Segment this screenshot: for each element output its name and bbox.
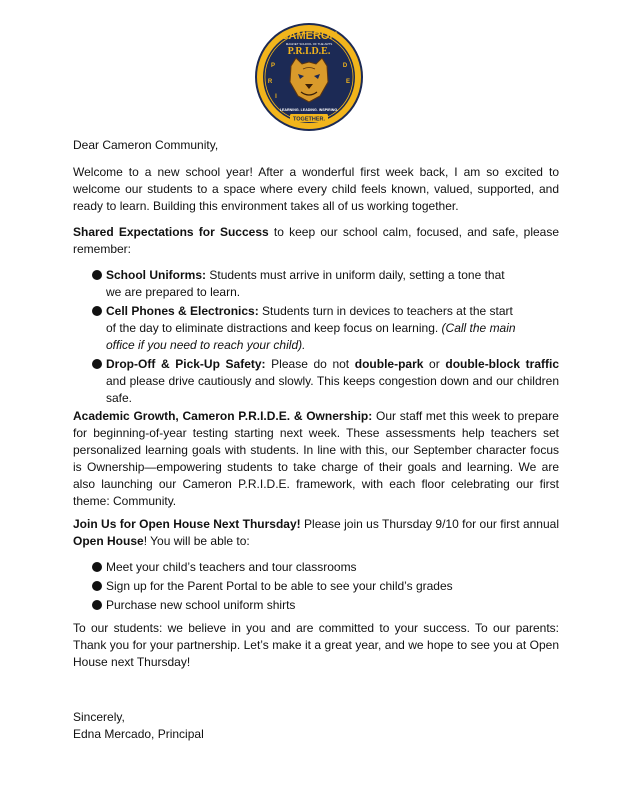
phones-text: Students turn in devices to teachers at the start of the day to eliminate distractions and keep focus on learning.: [106, 304, 513, 335]
academic-text: Our staff met this week to prepare for beginning-of-year testing starting next week. These assessments help teachers set personalized learning goals with students. In line with this, our September character focus is Ownership—empowering students to take charge of their goals and learning. We are also launching our Cameron P.R.I.D.E. framework, with each floor celebrating our first theme: Community.: [73, 409, 559, 508]
dropoff-label: Drop-Off & Pick-Up Safety:: [106, 357, 266, 371]
list-item: Purchase new school uniform shirts: [92, 597, 559, 614]
expectations-text: to keep our school calm, focused, and safe, please remember:: [73, 225, 560, 256]
list-item: [92, 267, 559, 301]
uniforms-label: School Uniforms:: [106, 268, 207, 282]
badge-letter-i: I: [275, 94, 277, 100]
dropoff-text-3: and please drive cautiously and slowly. This keeps congestion down and our children safe.: [106, 374, 559, 405]
closing-paragraph: To our students: we believe in you and are committed to your success. To our parents: Thank you for your partnership. Let’s make it a great year, and we hope to see you at Open House next Thursday!: [73, 621, 559, 669]
cameron-pride-logo: [254, 22, 364, 132]
uniforms-text: Students must arrive in uniform daily, setting a tone that we are prepared to learn.: [106, 268, 505, 299]
expectations-heading: Shared Expectations for Success: [73, 225, 269, 239]
dropoff-text-1: Please do not: [265, 357, 355, 371]
signoff: Sincerely,: [73, 710, 125, 724]
dropoff-bold-2: double-block traffic: [445, 357, 559, 371]
badge-letter-r: R: [267, 79, 273, 85]
greeting: Dear Cameron Community,: [73, 138, 219, 152]
badge-letter-p: P: [270, 63, 276, 69]
logo-subtitle: MAGNET SCHOOL OF THE ARTS: [285, 42, 333, 46]
signature: Edna Mercado, Principal: [73, 727, 204, 741]
phones-note: (Call the main office if you need to reach your child).: [106, 321, 516, 352]
openhouse-text-2: ! You will be able to:: [143, 534, 250, 548]
dropoff-text-2: or: [423, 357, 446, 371]
logo-tagline: LEARNING. LEADING. INSPIRING.: [279, 108, 339, 112]
expectations-list: [92, 267, 559, 409]
openhouse-list: [92, 559, 559, 616]
academic-paragraph: [73, 408, 559, 510]
intro-paragraph: Welcome to a new school year! After a wonderful first week back, I am so excited to welcome our students to a space where every child feels known, valued, supported, and ready to learn. Building this environment takes all of us working together.: [73, 165, 559, 213]
openhouse-text-1: Please join us Thursday 9/10 for our first annual: [300, 517, 559, 531]
badge-letter-d: D: [342, 63, 348, 69]
openhouse-bold: Open House: [73, 534, 144, 548]
expectations-paragraph: [73, 224, 559, 258]
list-item: [92, 356, 559, 407]
badge-letter-e: E: [345, 79, 351, 85]
list-item: Sign up for the Parent Portal to be able to see your child’s grades: [92, 578, 559, 595]
list-item: Meet your child’s teachers and tour classrooms: [92, 559, 559, 576]
list-item: [92, 303, 559, 354]
dropoff-bold-1: double-park: [354, 357, 424, 371]
openhouse-paragraph: [73, 516, 559, 550]
logo-pride: P.R.I.D.E.: [287, 46, 331, 57]
logo-together: TOGETHER.: [293, 116, 325, 123]
logo-title: CAMERON: [280, 30, 338, 42]
phones-label: Cell Phones & Electronics:: [106, 304, 259, 318]
openhouse-heading: Join Us for Open House Next Thursday!: [73, 517, 301, 531]
academic-heading: Academic Growth, Cameron P.R.I.D.E. & Ownership:: [73, 409, 373, 423]
